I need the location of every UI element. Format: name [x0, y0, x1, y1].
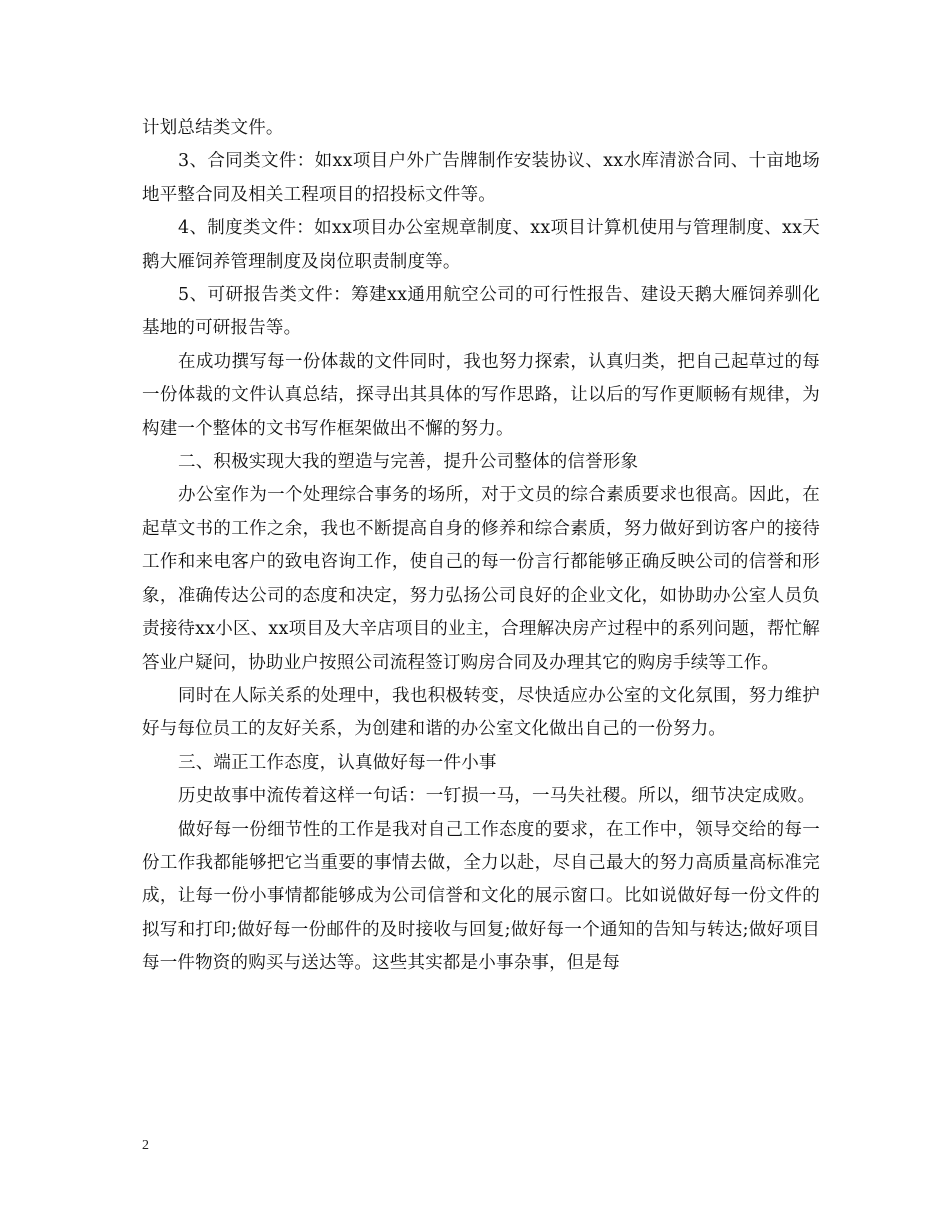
paragraph: 5、可研报告类文件：筹建xx通用航空公司的可行性报告、建设天鹅大雁饲养驯化基地的可研报告等。	[142, 285, 820, 339]
paragraph: 历史故事中流传着这样一句话：一钉损一马，一马失社稷。所以，细节决定成败。	[178, 786, 816, 807]
paragraph: 在成功撰写每一份体裁的文件同时，我也努力探索，认真归类，把自己起草过的每一份体裁的文件认真总结，探寻出其具体的写作思路，让以后的写作更顺畅有规律，为构建一个整体的文书写作框架做出不懈的努力。	[142, 351, 820, 439]
paragraph: 做好每一份细节性的工作是我对自己工作态度的要求，在工作中，领导交给的每一份工作我都能够把它当重要的事情去做，全力以赴，尽自己最大的努力高质量高标准完成，让每一份小事情都能够成为公司信誉和文化的展示窗口。比如说做好每一份文件的拟写和打印;做好每一份邮件的及时接收与回复;做好每一个通知的告知与转达;做好项目每一件物资的购买与送达等。这些其实都是小事杂事，但是每	[142, 819, 820, 974]
section-heading: 二、积极实现大我的塑造与完善，提升公司整体的信誉形象	[178, 452, 639, 473]
paragraph: 3、合同类文件：如xx项目户外广告牌制作安装协议、xx水库清淤合同、十亩地场地平整合同及相关工程项目的招投标文件等。	[142, 151, 820, 205]
page-number: 2	[142, 1138, 149, 1153]
document-body	[142, 112, 820, 981]
paragraph: 办公室作为一个处理综合事务的场所，对于文员的综合素质要求也很高。因此，在起草文书的工作之余，我也不断提高自身的修养和综合素质，努力做好到访客户的接待工作和来电客户的致电咨询工作，使自己的每一份言行都能够正确反映公司的信誉和形象，准确传达公司的态度和决定，努力弘扬公司良好的企业文化，如协助办公室人员负责接待xx小区、xx项目及大辛店项目的业主，合理解决房产过程中的系列问题，帮忙解答业户疑问，协助业户按照公司流程签订购房合同及办理其它的购房手续等工作。	[142, 485, 820, 673]
section-heading: 三、端正工作态度，认真做好每一件小事	[178, 752, 497, 773]
paragraph: 4、制度类文件：如xx项目办公室规章制度、xx项目计算机使用与管理制度、xx天鹅大雁饲养管理制度及岗位职责制度等。	[142, 218, 820, 272]
paragraph: 计划总结类文件。	[142, 118, 284, 138]
paragraph: 同时在人际关系的处理中，我也积极转变，尽快适应办公室的文化氛围，努力维护好与每位员工的友好关系，为创建和谐的办公室文化做出自己的一份努力。	[142, 685, 820, 740]
